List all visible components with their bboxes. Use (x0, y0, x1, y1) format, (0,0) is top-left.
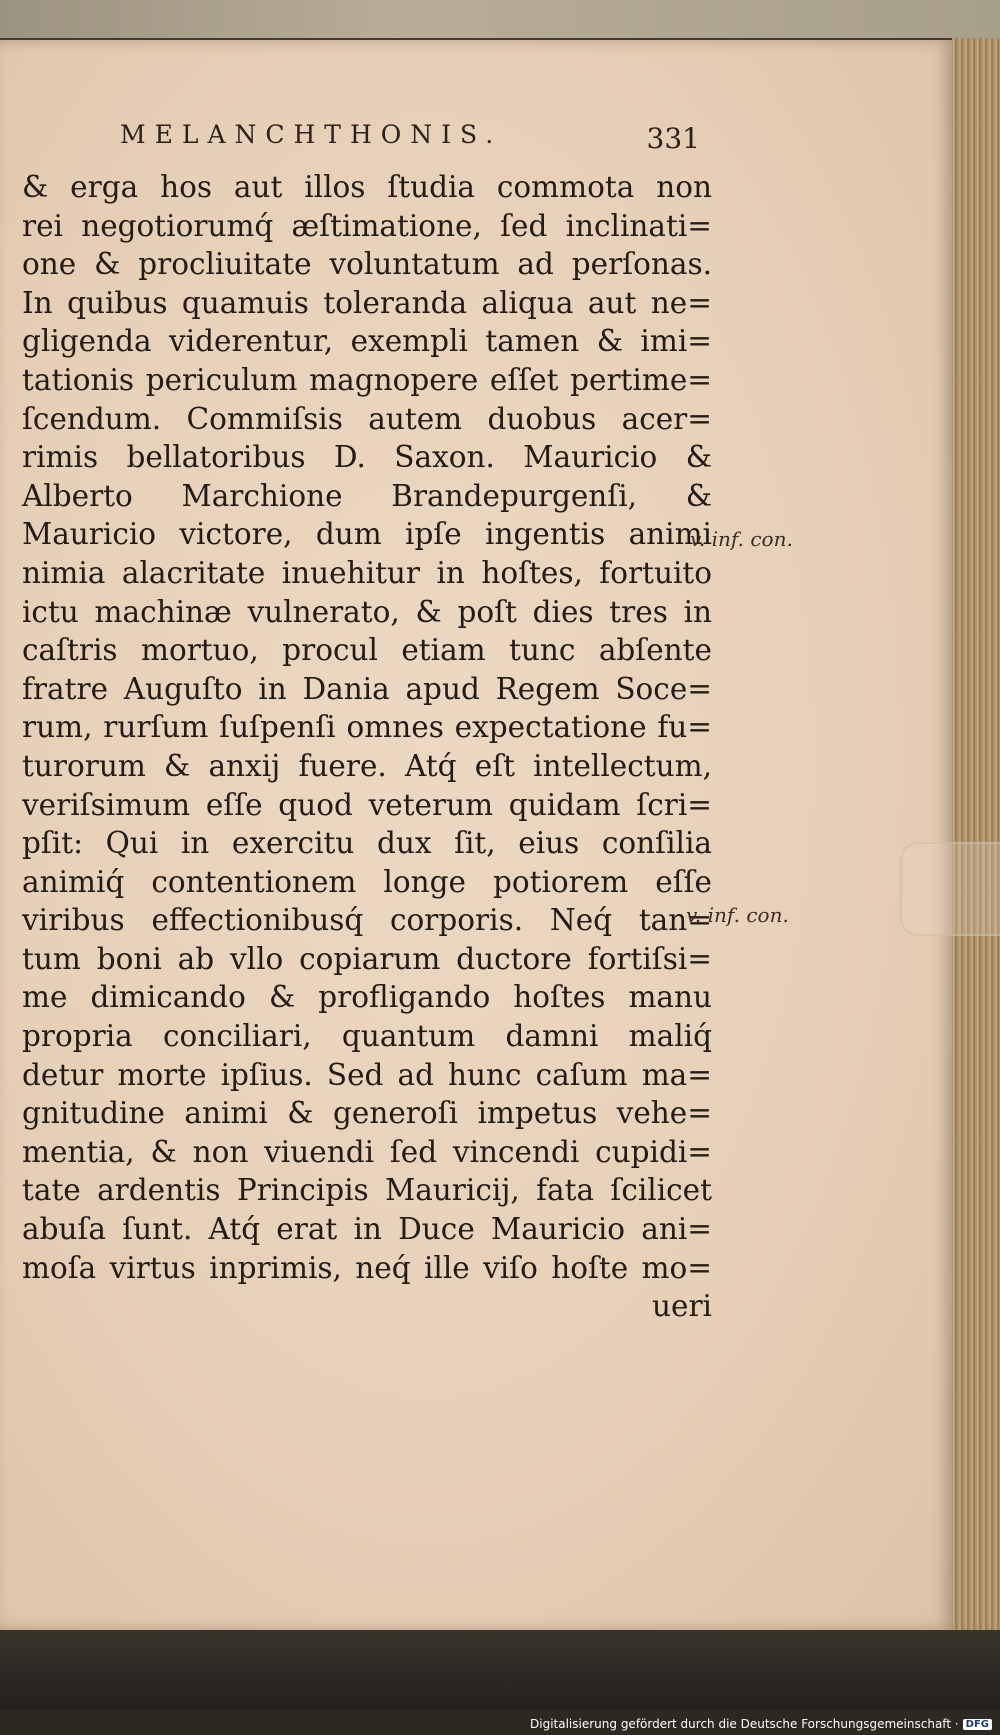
text-line: detur morte ipſius. Sed ad hunc caſum ma= (22, 1057, 712, 1092)
text-line: moſa virtus inprimis, neq́ ille viſo hoſte mo= (22, 1250, 712, 1285)
text-line: In quibus quamuis toleranda aliqua aut ne= (22, 285, 712, 320)
text-line: one & procliuitate voluntatum ad perſonas. (22, 247, 712, 282)
text-line: pſit: Qui in exercitu dux ſit, eius conſilia (22, 826, 712, 861)
text-line: caſtris mortuo, procul etiam tunc abſente (22, 633, 712, 668)
catchword: ueri (652, 1289, 712, 1324)
text-line: me dimicando & profligando hoſtes manu (22, 980, 712, 1015)
text-line: rei negotiorumq́ æſtimatione, ſed inclinati= (22, 208, 712, 243)
text-line: veriſsimum eſſe quod veterum quidam ſcri= (22, 787, 712, 822)
text-line: propria conciliari, quantum damni maliq́ (22, 1019, 712, 1054)
dfg-logo: DFG (963, 1719, 992, 1730)
text-line: animiq́ contentionem longe potiorem eſſe (22, 864, 712, 899)
text-line: ſcendum. Commiſsis autem duobus acer= (22, 401, 712, 436)
text-line: Mauricio victore, dum ipſe ingentis animi (22, 517, 712, 552)
text-line: tum boni ab vllo copiarum ductore fortiſsi= (22, 941, 712, 976)
margin-note: v. inf. con. (686, 903, 789, 927)
digitization-credit (530, 1717, 992, 1731)
credit-text: Digitalisierung gefördert durch die Deutsche Forschungsgemeinschaft · (530, 1717, 959, 1731)
text-line: Alberto Marchione Brandepurgenſi, & (22, 478, 712, 513)
running-head: MELANCHTHONIS. (120, 120, 503, 149)
book-page-edges (952, 38, 1000, 1633)
text-line: nimia alacritate inuehitur in hoſtes, fortuito (22, 555, 712, 590)
text-line: fratre Auguſto in Dania apud Regem Soce= (22, 671, 712, 706)
text-line: gnitudine animi & generoſi impetus vehe= (22, 1096, 712, 1131)
text-line: rimis bellatoribus D. Saxon. Mauricio & (22, 440, 712, 475)
text-line: turorum & anxij fuere. Atq́ eſt intellectum, (22, 748, 712, 783)
page-header (120, 120, 700, 160)
text-line: rum, rurſum ſuſpenſi omnes expectatione fu= (22, 710, 712, 745)
text-line: ictu machinæ vulnerato, & poſt dies tres in (22, 594, 712, 629)
text-line: & erga hos aut illos ſtudia commota non (22, 170, 712, 204)
text-line: tationis periculum magnopere eſſet pertime= (22, 362, 712, 397)
text-line: tate ardentis Principis Mauricij, fata ſcilicet (22, 1173, 712, 1208)
margin-note: v. inf. con. (690, 527, 793, 551)
scan-bottom-edge (0, 1630, 1000, 1710)
text-line: viribus effectionibusq́ corporis. Neq́ tan= (22, 903, 712, 938)
scan-top-edge (0, 0, 1000, 38)
text-line: gligenda viderentur, exempli tamen & imi= (22, 324, 712, 359)
page-number: 331 (646, 122, 700, 155)
body-text (22, 168, 712, 1326)
bookmark-tab (900, 842, 1000, 936)
text-line: abuſa ſunt. Atq́ erat in Duce Mauricio ani= (22, 1212, 712, 1247)
text-line: mentia, & non viuendi ſed vincendi cupidi= (22, 1134, 712, 1169)
